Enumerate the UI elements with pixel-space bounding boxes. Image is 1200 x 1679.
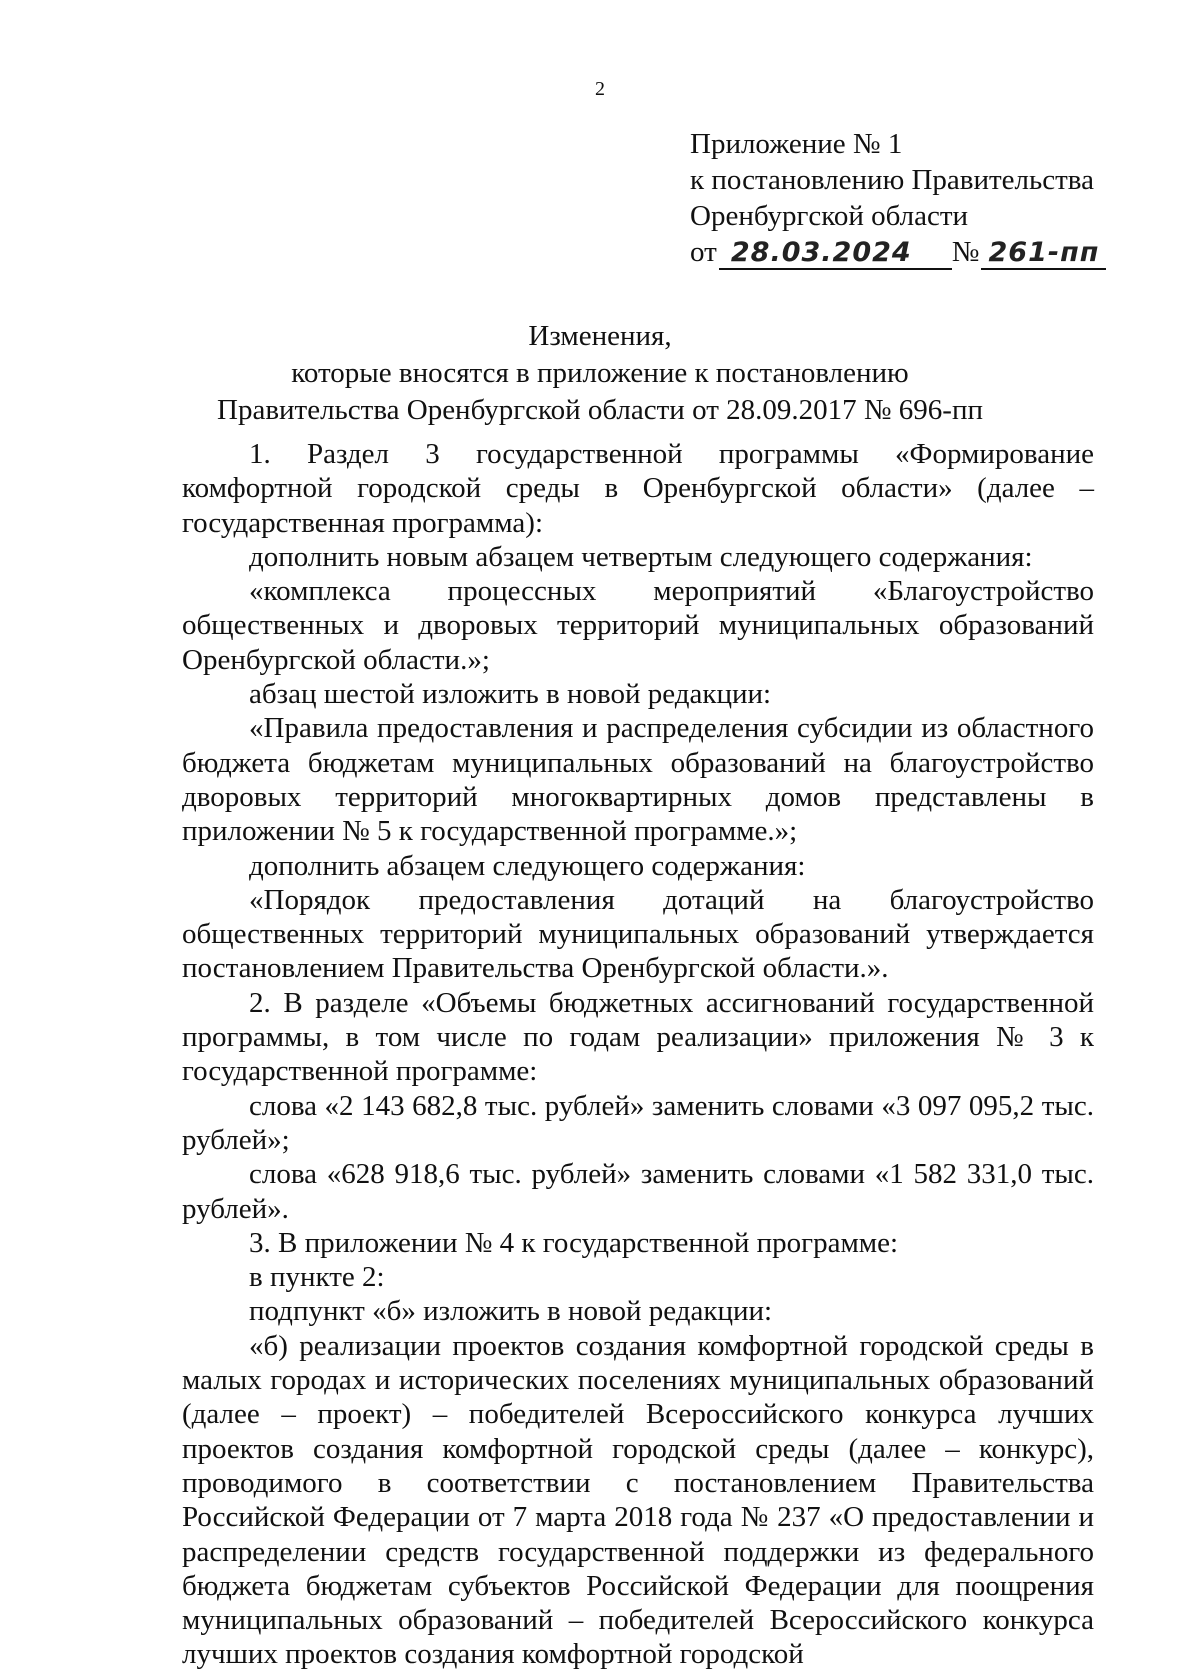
paragraph: подпункт «б» изложить в новой редакции: [249, 1295, 773, 1328]
paragraph: «Порядок предоставления дотаций на благоустройство общественных территорий муниципальных образований утверждается постановлением Правительства Оренбургской области.». [182, 883, 1094, 985]
appendix-date-number-line [690, 234, 1170, 270]
appendix-block [690, 126, 1170, 270]
title-line: Правительства Оренбургской области от 28.09.2017 № 696-пп [217, 394, 983, 426]
paragraph: «Правила предоставления и распределения субсидии из областного бюджета бюджетам муниципальных образований на благоустройство дворовых территорий многоквартирных домов представлены в приложении № 5 к государственной программе.»; [182, 712, 1094, 848]
appendix-line: Оренбургской области [690, 200, 969, 232]
paragraph: в пункте 2: [249, 1261, 385, 1294]
document-body [182, 437, 1094, 1672]
paragraph: абзац шестой изложить в новой редакции: [249, 678, 772, 711]
paragraph: 3. В приложении № 4 к государственной программе: [249, 1226, 899, 1259]
page-number: 2 [595, 78, 605, 100]
from-label: от [690, 236, 717, 268]
title-line: которые вносятся в приложение к постановлению [291, 357, 909, 389]
number-label: № [951, 236, 980, 268]
paragraph: 2. В разделе «Объемы бюджетных ассигнований государственной программы, в том числе по годам реализации» приложения № 3 к государственной программе: [182, 986, 1094, 1088]
title-line: Изменения, [528, 320, 672, 352]
appendix-line: Приложение № 1 [690, 128, 903, 160]
paragraph: слова «628 918,6 тыс. рублей» заменить словами «1 582 331,0 тыс. рублей». [182, 1158, 1094, 1225]
handwritten-date: 28.03.2024 [719, 238, 924, 270]
paragraph: слова «2 143 682,8 тыс. рублей» заменить словами «3 097 095,2 тыс. рублей»; [182, 1089, 1094, 1156]
paragraph: дополнить новым абзацем четвертым следующего содержания: [249, 540, 1033, 573]
paragraph: дополнить абзацем следующего содержания: [249, 849, 806, 882]
underline-gap [924, 240, 952, 270]
paragraph: 1. Раздел 3 государственной программы «Формирование комфортной городской среды в Оренбургской области» (далее – государственная программа): [182, 438, 1094, 539]
paragraph: «б) реализации проектов создания комфортной городской среды в малых городах и исторических поселениях муниципальных образований (далее – проект) – победителей Всероссийского конкурса лучших проектов создания комфортной городской среды (далее – конкурс), проводимого в соответствии с постановлением Правительства Российской Федерации от 7 марта 2018 года № 237 «О предоставлении и распределении средств государственной поддержки из федерального бюджета бюджетам субъектов Российской Федерации для поощрения муниципальных образований – победителей Всероссийского конкурса лучших проектов создания комфортной городской [182, 1329, 1094, 1671]
paragraph: «комплекса процессных мероприятий «Благоустройство общественных и дворовых территорий муниципальных образований Оренбургской области.»; [182, 575, 1094, 676]
document-title [0, 318, 1200, 429]
appendix-line: к постановлению Правительства [690, 164, 1094, 196]
handwritten-number: 261-пп [981, 238, 1106, 270]
